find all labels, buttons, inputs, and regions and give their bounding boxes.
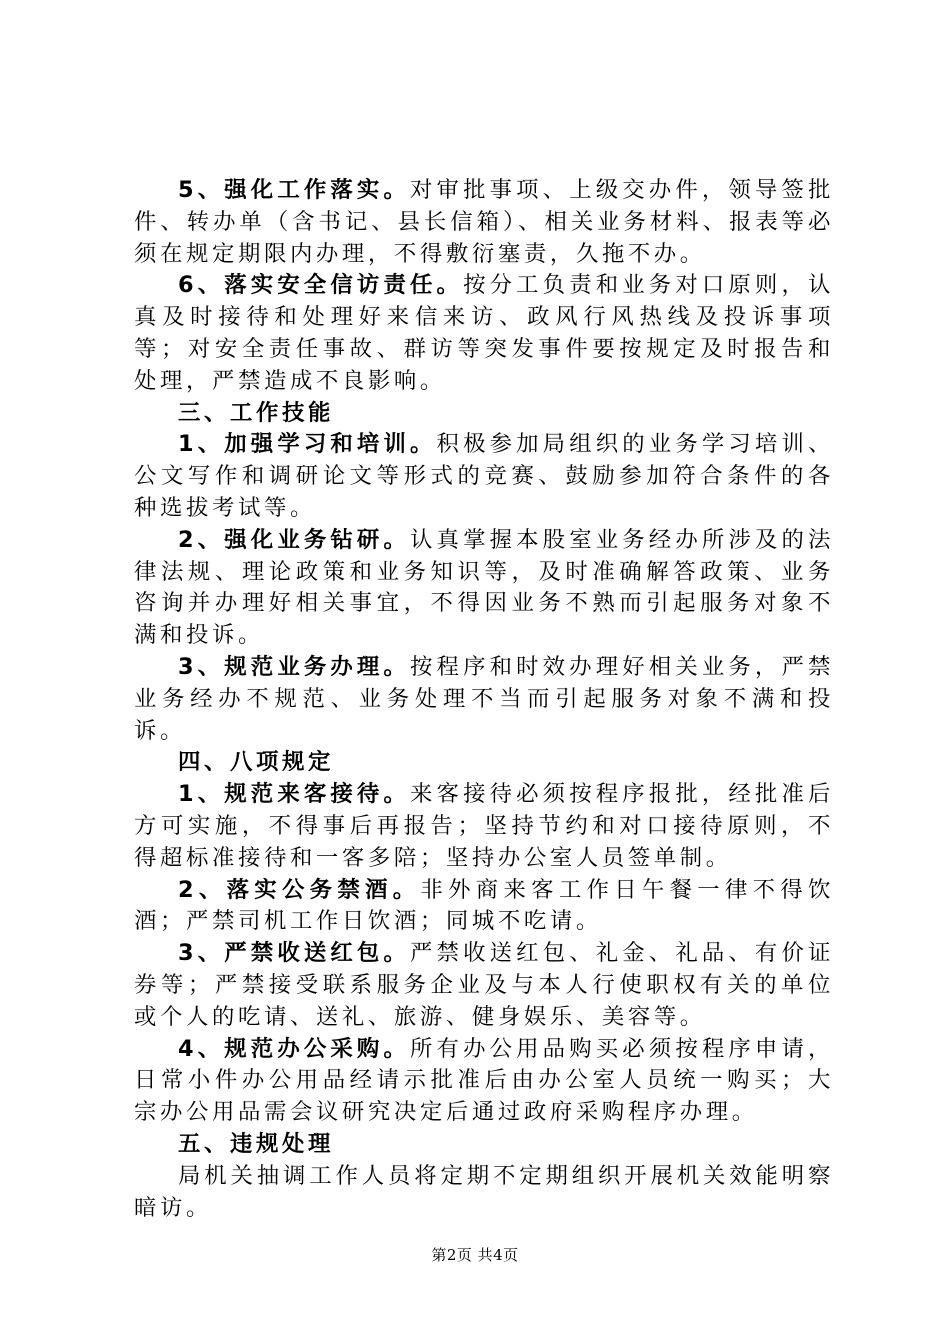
- paragraph-item-1: [134, 779, 834, 874]
- paragraph-lead: 3、严禁收送红包。: [178, 940, 410, 967]
- paragraph-body: 按分工负责和业务对口原则，认真及时接待和处理好来信来访、政风行风热线及投诉事项等；对安全责任事故、群访等突发事件要按规定及时报告和处理，严禁造成不良影响。: [134, 272, 834, 394]
- paragraph-item-3: [134, 938, 834, 1033]
- section-heading-4: 四、八项规定: [178, 749, 334, 776]
- paragraph-body: 积极参加局组织的业务学习培训、公文写作和调研论文等形式的竞赛、鼓励参加符合条件的各种选拔考试等。: [134, 431, 834, 521]
- paragraph-body: 严禁收送红包、礼金、礼品、有价证券等；严禁接受联系服务企业及与本人行使职权有关的单位或个人的吃请、送礼、旅游、健身娱乐、美容等。: [134, 940, 834, 1030]
- page-footer: 第2页 共4页: [431, 1246, 519, 1264]
- paragraph-item-4: [134, 1034, 834, 1129]
- paragraph-lead: 6、落实安全信访责任。: [178, 272, 464, 299]
- paragraph-body: 所有办公用品购买必须按程序申请，日常小件办公用品经请示批准后由办公室人员统一购买；大宗办公用品需会议研究决定后通过政府采购程序办理。: [134, 1035, 834, 1126]
- paragraph-lead: 3、规范业务办理。: [178, 653, 410, 680]
- section-heading-3: 三、工作技能: [178, 399, 334, 426]
- paragraph-item-2: [134, 875, 834, 939]
- paragraph-lead: 2、强化业务钻研。: [178, 526, 410, 553]
- paragraph-item-3: [134, 652, 834, 747]
- paragraph-plain: 局机关抽调工作人员将定期不定期组织开展机关效能明察暗访。: [134, 1162, 834, 1221]
- paragraph-lead: 5、强化工作落实。: [178, 177, 410, 203]
- section-heading-5: 五、违规处理: [178, 1130, 334, 1157]
- paragraph-body: 来客接待必须按程序报批，经批准后方可实施，不得事后再报告；坚持节约和对口接待原则，不得超标准接待和一客多陪；坚持办公室人员签单制。: [134, 781, 834, 871]
- paragraph-item-1: [134, 429, 834, 524]
- paragraph-item-6: [134, 270, 834, 397]
- paragraph-lead: 1、规范来客接待。: [178, 781, 410, 808]
- paragraph-body: 非外商来客工作日午餐一律不得饮酒；严禁司机工作日饮酒；同城不吃请。: [134, 876, 835, 935]
- paragraph-lead: 1、加强学习和培训。: [178, 431, 437, 458]
- paragraph-body: 按程序和时效办理好相关业务，严禁业务经办不规范、业务处理不当而引起服务对象不满和投诉。: [134, 653, 834, 744]
- paragraph-lead: 2、落实公务禁酒。: [178, 876, 421, 903]
- paragraph-body: 认真掌握本股室业务经办所涉及的法律法规、理论政策和业务知识等，及时准确解答政策、业务咨询并办理好相关事宜，不得因业务不熟而引起服务对象不满和投诉。: [134, 526, 834, 649]
- paragraph-body: 对审批事项、上级交办件，领导签批件、转办单（含书记、县长信箱）、相关业务材料、报表等必须在规定期限内办理，不得敷衍塞责，久拖不办。: [134, 177, 834, 267]
- paragraph-lead: 4、规范办公采购。: [178, 1035, 410, 1062]
- paragraph-item-5: [134, 175, 834, 270]
- document-body: [134, 175, 834, 1224]
- paragraph-item-2: [134, 525, 834, 652]
